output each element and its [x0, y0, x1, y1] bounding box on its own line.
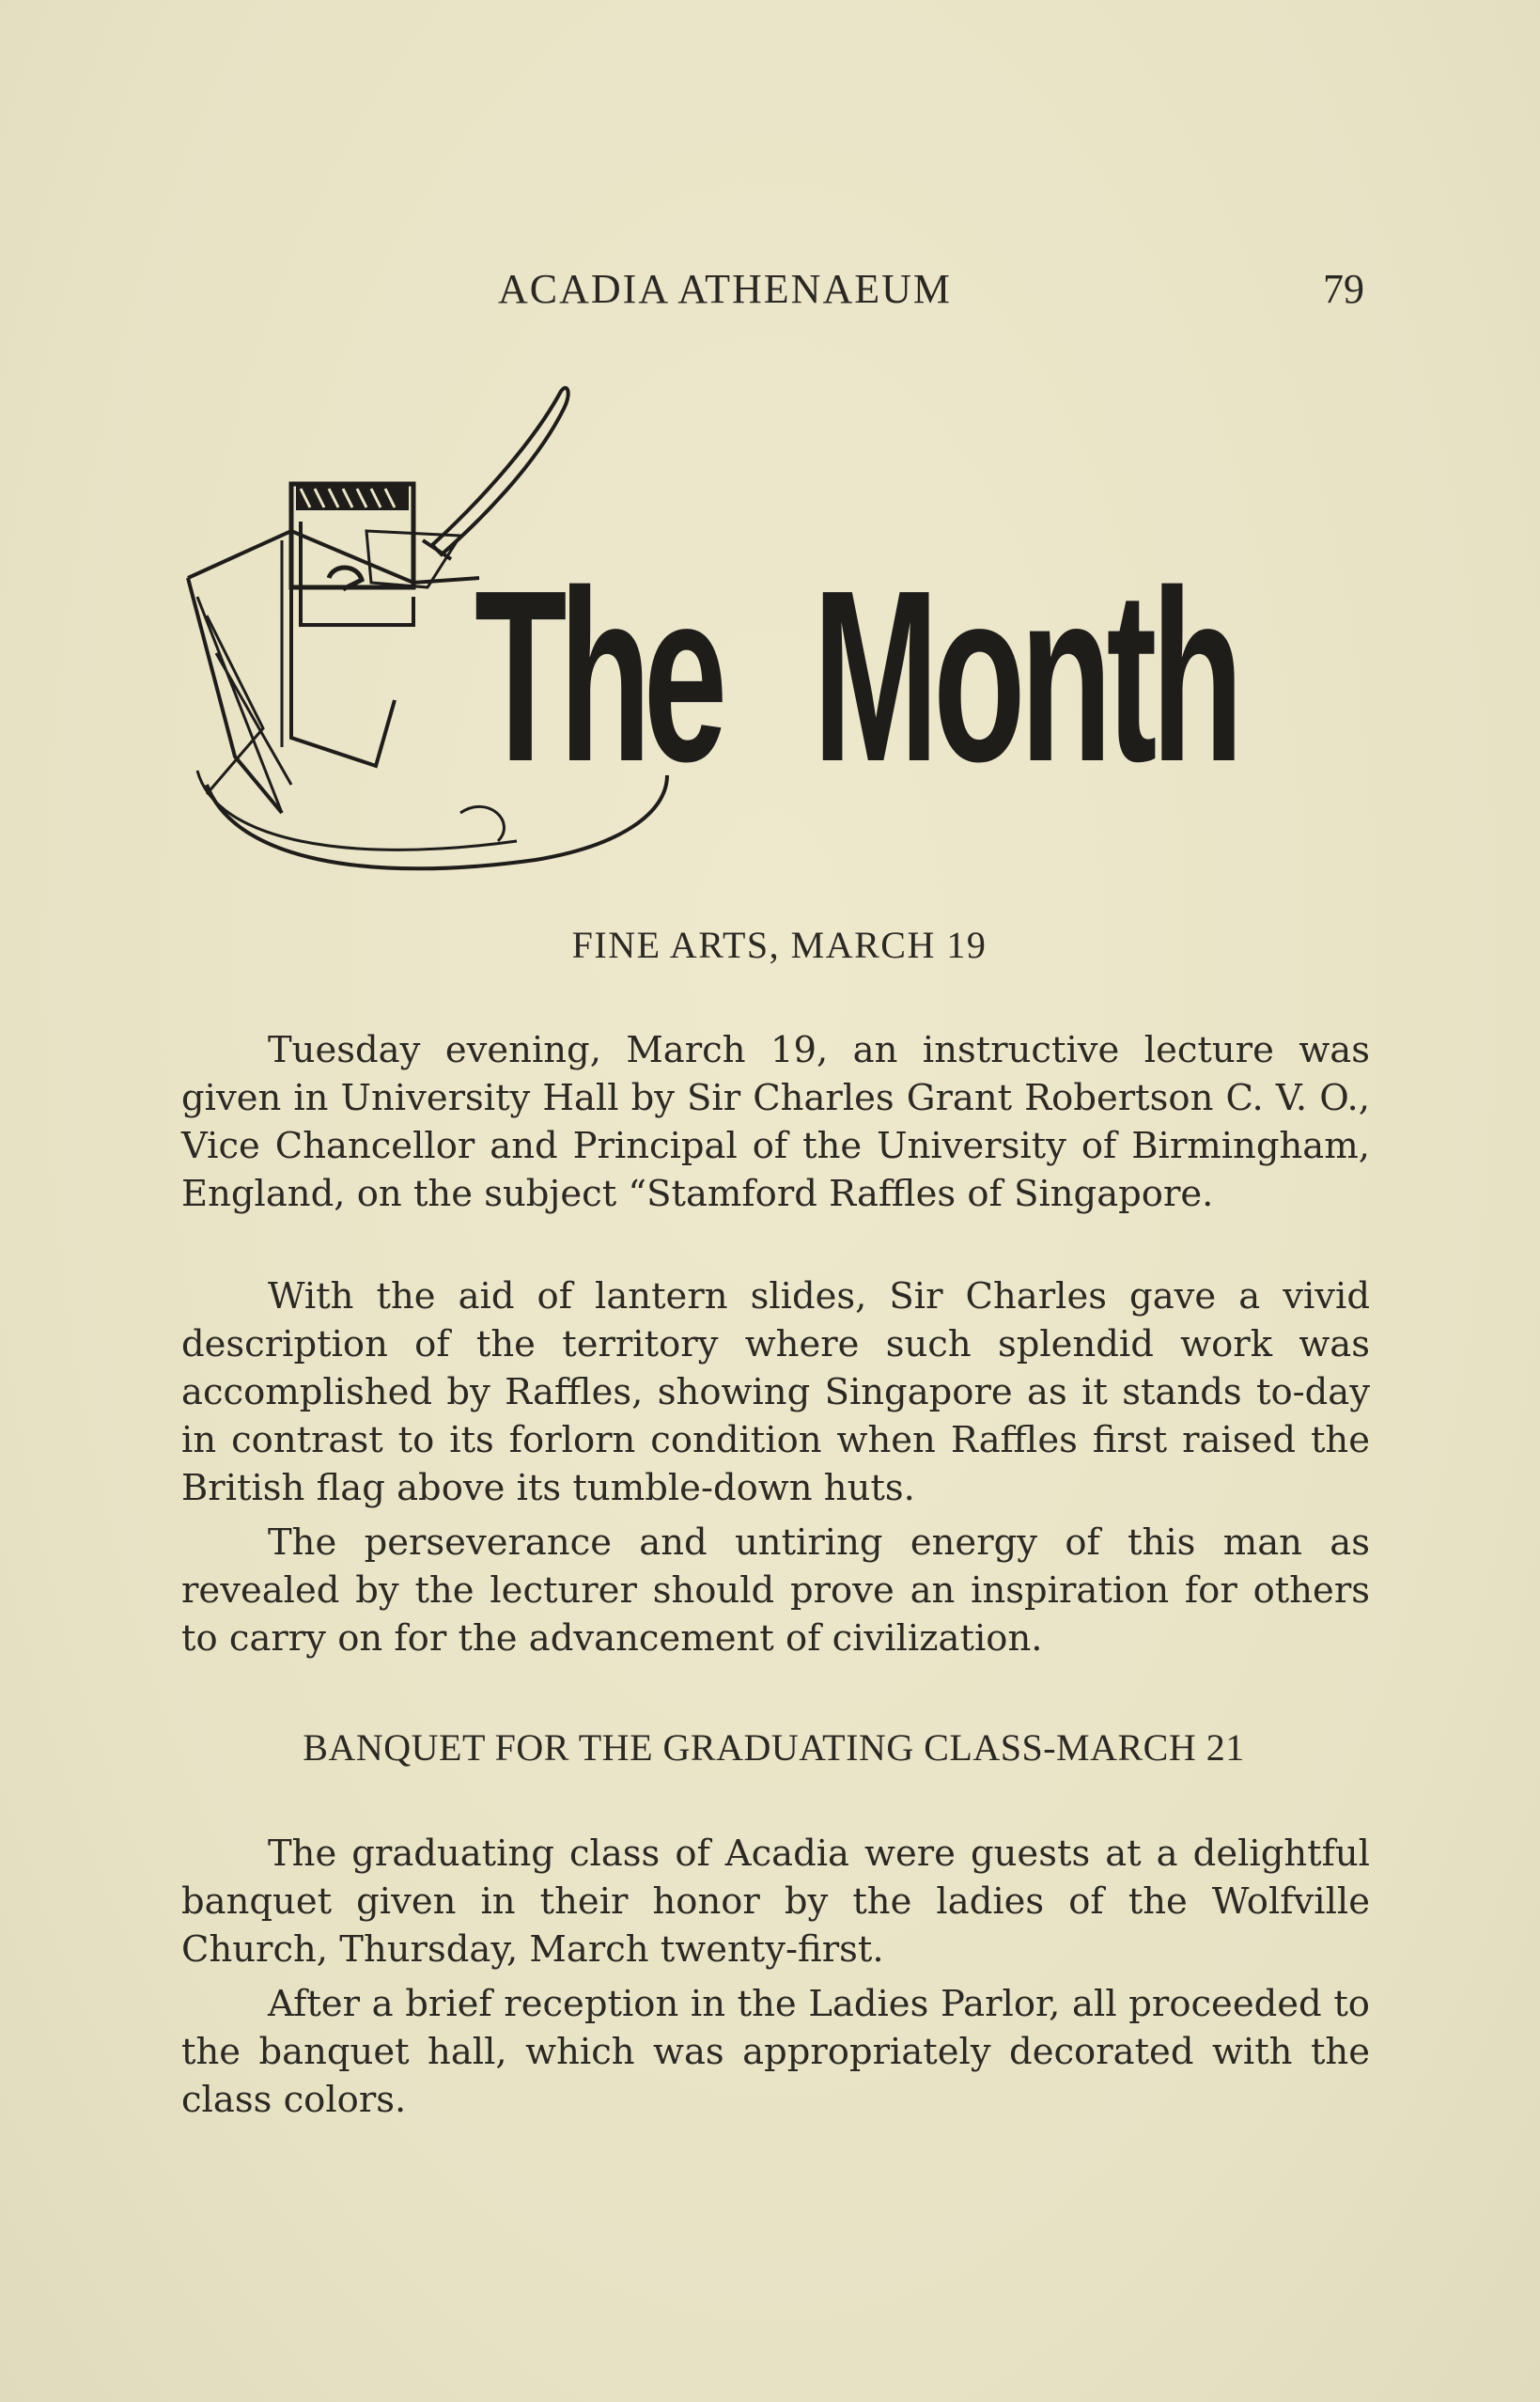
section-heading-fine-arts: FINE ARTS, MARCH 19 [571, 924, 988, 966]
paragraph-text: The perseverance and untiring energy of this man as revealed by the lecturer should prove an inspiration for others to carry on for the advancement of civilization. [181, 1521, 1370, 1660]
paragraph-text: With the aid of lantern slides, Sir Charles gave a vivid description of the territory where such splendid work was accomplished by Raffles, showing Singapore as it stands to-day in contrast to its forlorn condition when Raffles first raised the British flag above its tumble-down huts. [181, 1275, 1370, 1509]
paragraph [181, 1830, 1370, 1973]
page-number: 79 [1323, 266, 1364, 312]
masthead-word-month: Month [813, 540, 1238, 813]
paragraph [181, 1980, 1370, 2124]
running-title: ACADIA ATHENAEUM [498, 266, 952, 312]
paragraph [181, 1519, 1370, 1662]
paragraph-text: After a brief reception in the Ladies Parlor, all proceeded to the banquet hall, which was appropriately decorated with the class colors. [181, 1983, 1370, 2121]
the-month-masthead [179, 371, 1372, 879]
masthead-word-the: The [474, 540, 720, 813]
paragraph [181, 1026, 1370, 1218]
paragraph-text: The graduating class of Acadia were guests at a delightful banquet given in their honor by the ladies of the Wolfville Church, Thursday, March twenty-first. [181, 1833, 1370, 1971]
running-head [0, 265, 1540, 321]
paragraph-text: Tuesday evening, March 19, an instructive lecture was given in University Hall by Sir Charles Grant Robertson C. V. O., Vice Chancellor and Principal of the University of Birmingham, England, on the subject “Stamford Raffles of Singapore. [181, 1029, 1370, 1215]
section-heading-banquet: BANQUET FOR THE GRADUATING CLASS-MARCH 21 [303, 1726, 1245, 1769]
paragraph [181, 1272, 1370, 1512]
